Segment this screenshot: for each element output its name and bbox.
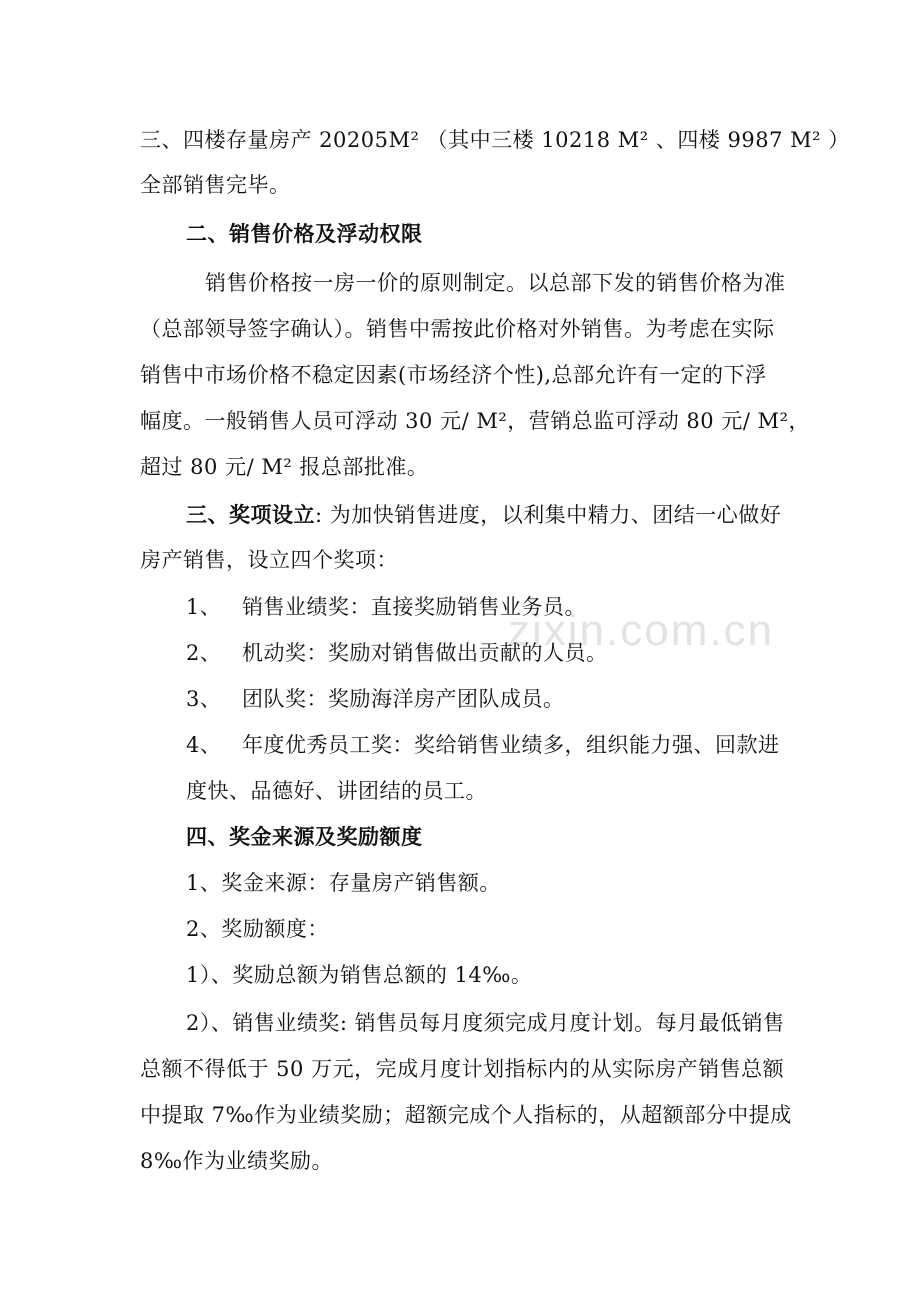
section-4-line-6: 中提取 7‰作为业绩奖励；超额完成个人指标的，从超额部分中提成	[140, 1103, 792, 1127]
award-item-2-text: 机动奖：奖励对销售做出贡献的人员。	[242, 641, 608, 665]
award-item-4-text: 年度优秀员工奖：奖给销售业绩多，组织能力强、回款进	[242, 733, 780, 757]
section-2-line-1: 销售价格按一房一价的原则制定。以总部下发的销售价格为准	[205, 271, 786, 295]
award-item-2-number: 2、	[186, 641, 222, 665]
section-2-line-5: 超过 80 元/ M² 报总部批准。	[140, 455, 429, 479]
section-3-heading-rest: : 为加快销售进度，以利集中精力、团结一心做好	[315, 503, 782, 527]
section-2-line-4: 幅度。一般销售人员可浮动 30 元/ M²，营销总监可浮动 80 元/ M²，	[140, 409, 810, 433]
intro-line-1: 三、四楼存量房产 20205M² （其中三楼 10218 M² 、四楼 9987 M² ）	[140, 128, 850, 152]
award-item-4-continuation: 度快、品德好、讲团结的员工。	[186, 779, 487, 803]
intro-line-2: 全部销售完毕。	[140, 173, 291, 197]
award-item-4-number: 4、	[186, 733, 222, 757]
section-4-line-3: 1）、奖励总额为销售总额的 14‰。	[186, 963, 533, 987]
section-2-line-2: （总部领导签字确认）。销售中需按此价格对外销售。为考虑在实际	[140, 317, 775, 341]
section-4-line-1: 1、奖金来源：存量房产销售额。	[186, 871, 501, 895]
award-item-1-number: 1、	[186, 595, 222, 619]
section-4-line-7: 8‰作为业绩奖励。	[140, 1149, 334, 1173]
section-2-heading: 二、销售价格及浮动权限	[186, 221, 423, 246]
section-4-line-4: 2）、销售业绩奖: 销售员每月度须完成月度计划。每月最低销售	[186, 1011, 785, 1035]
section-4-line-2: 2、奖励额度：	[186, 917, 329, 941]
section-3-heading-line	[186, 500, 781, 530]
award-item-3	[186, 684, 565, 714]
section-3-heading: 三、奖项设立	[186, 502, 315, 527]
award-item-3-text: 团队奖：奖励海洋房产团队成员。	[242, 687, 565, 711]
section-4-heading: 四、奖金来源及奖励额度	[186, 824, 423, 849]
award-item-4	[186, 730, 780, 760]
section-3-line-2: 房产销售，设立四个奖项：	[140, 548, 398, 572]
watermark: zixin.com.cn	[508, 606, 775, 655]
award-item-1	[186, 592, 586, 622]
section-4-line-5: 总额不得低于 50 万元，完成月度计划指标内的从实际房产销售总额	[140, 1057, 785, 1081]
section-2-line-3: 销售中市场价格不稳定因素(市场经济个性),总部允许有一定的下浮	[140, 363, 767, 387]
award-item-1-text: 销售业绩奖：直接奖励销售业务员。	[242, 595, 586, 619]
award-item-2	[186, 638, 608, 668]
award-item-3-number: 3、	[186, 687, 222, 711]
